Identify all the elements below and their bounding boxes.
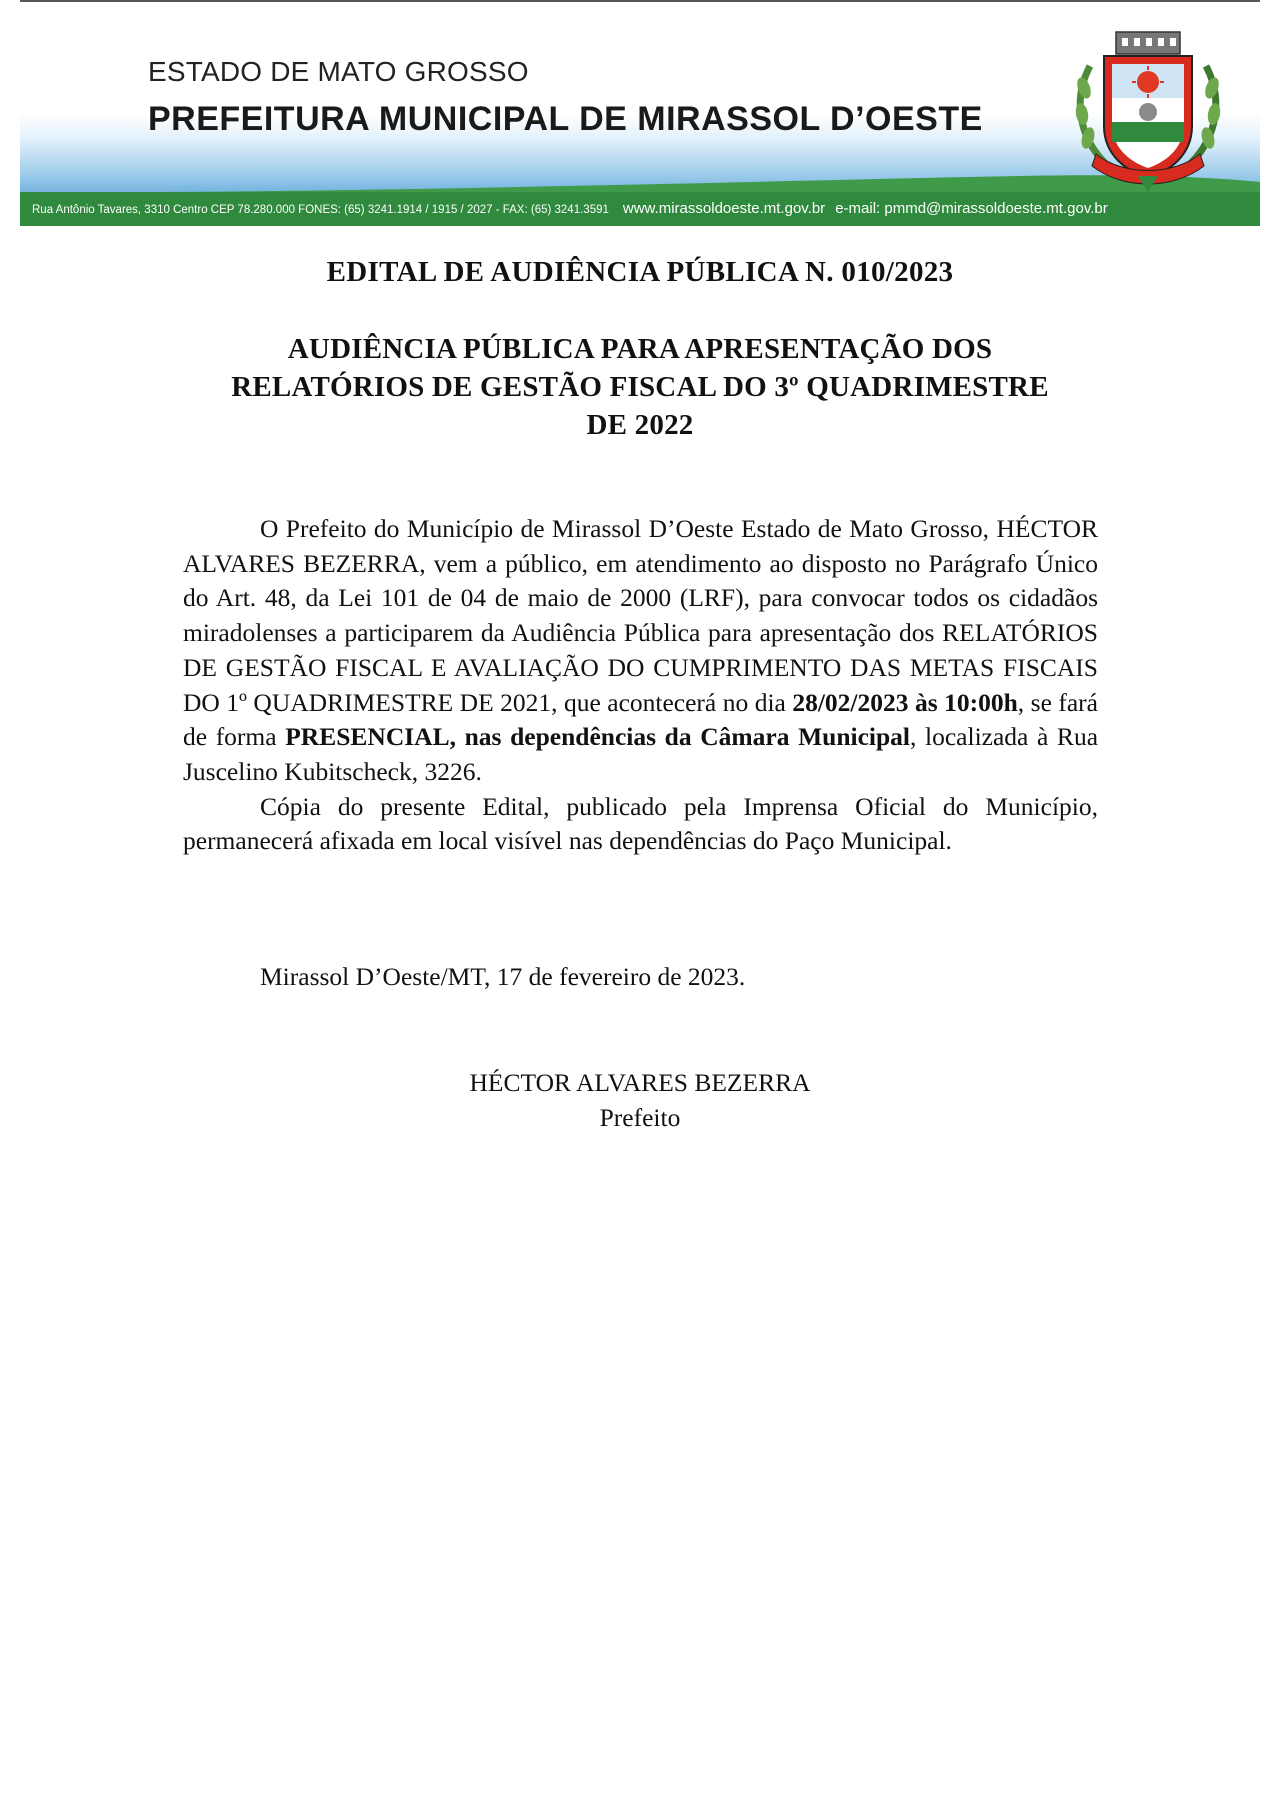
subtitle-line: RELATÓRIOS DE GESTÃO FISCAL DO 3º QUADRIMESTRE — [231, 371, 1049, 403]
signatory-role: Prefeito — [599, 1103, 681, 1132]
hearing-venue: nas dependências da Câmara Municipal — [464, 722, 911, 752]
municipal-coat-of-arms-icon — [1068, 26, 1228, 196]
address-text: Rua Antônio Tavares, 3310 Centro CEP 78.280.000 FONES: (65) 3241.1914 / 1915 / 2027 - FAX: (65) 3241.3591 — [32, 204, 609, 216]
paragraph-text: , se fará de forma — [183, 687, 1098, 752]
municipality-name: PREFEITURA MUNICIPAL DE MIRASSOL D’OESTE — [148, 100, 983, 138]
paragraph-text: O Prefeito do Município de Mirassol D’Oeste Estado de Mato Grosso, HÉCTOR ALVARES BEZERRA, vem a público, em atendimento ao disposto no Parágrafo Único do Art. 48, da Lei 101 de 04 de maio de 2000 (LRF), para convocar todos os cidadãos miradolenses a participarem da Audiência Pública para apresentação dos RELATÓRIOS DE GESTÃO FISCAL E AVALIAÇÃO DO CUMPRIMENTO DAS METAS FISCAIS DO 1º QUADRIMESTRE DE 2021, que acontecerá no dia — [183, 514, 1098, 717]
paragraph-text: , — [449, 722, 465, 752]
top-rule — [20, 0, 1260, 2]
publication-paragraph: Cópia do presente Edital, publicado pela Imprensa Oficial do Município, permanecerá afixada em local visível nas dependências do Paço Municipal. — [183, 791, 1098, 856]
signatory-name: HÉCTOR ALVARES BEZERRA — [469, 1068, 811, 1097]
paragraph-text: , localizada à Rua Juscelino Kubitscheck, 3226. — [183, 722, 1099, 786]
contact-line — [32, 200, 1248, 217]
website-link[interactable]: www.mirassoldoeste.mt.gov.br — [622, 200, 826, 217]
state-name: ESTADO DE MATO GROSSO — [148, 56, 529, 87]
edital-title: EDITAL DE AUDIÊNCIA PÚBLICA N. 010/2023 — [326, 256, 954, 288]
subtitle-line: DE 2022 — [586, 409, 694, 441]
place-date: Mirassol D’Oeste/MT, 17 de fevereiro de 2023. — [260, 962, 746, 991]
subtitle-line: AUDIÊNCIA PÚBLICA PARA APRESENTAÇÃO DOS — [287, 333, 993, 365]
hearing-mode: PRESENCIAL — [285, 722, 450, 752]
convocation-paragraph — [183, 512, 1098, 790]
hearing-date-time: 28/02/2023 às 10:00h — [792, 687, 1018, 717]
edital-subtitle — [150, 330, 1130, 444]
email-link[interactable]: e-mail: pmmd@mirassoldoeste.mt.gov.br — [835, 200, 1108, 217]
edital-body — [183, 512, 1098, 859]
